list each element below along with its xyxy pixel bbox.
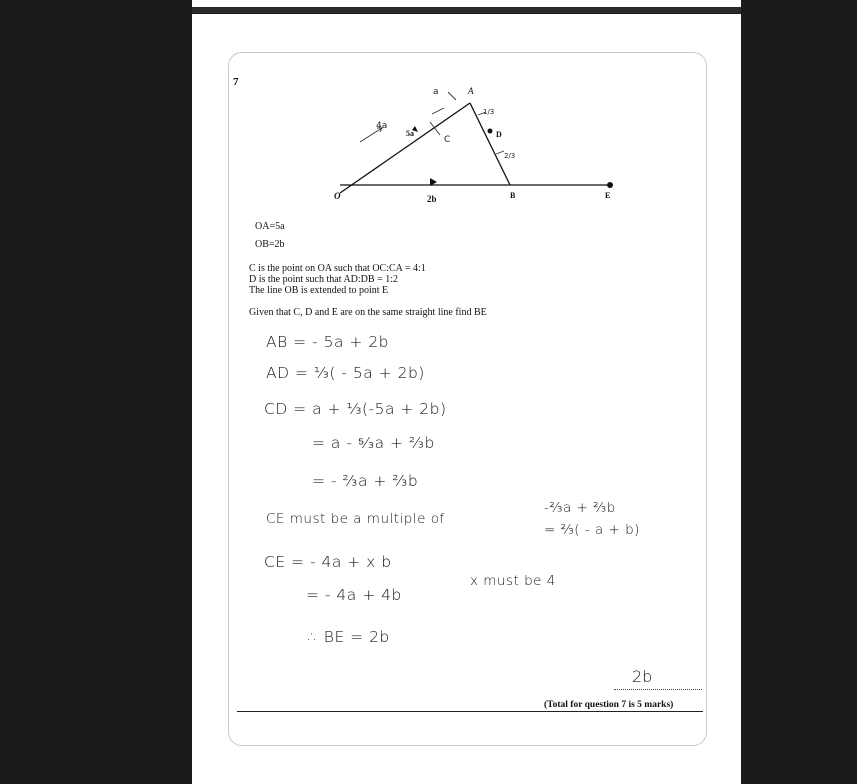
question-prompt: Given that C, D and E are on the same straight line find BE bbox=[249, 307, 487, 318]
working-line-6c: = ⅔( - a + b) bbox=[544, 522, 640, 538]
label-O: O bbox=[334, 191, 341, 201]
label-D: D bbox=[496, 130, 502, 139]
label-two-thirds: 2/3 bbox=[504, 152, 516, 160]
answer-value: 2b bbox=[632, 667, 653, 686]
question-number: 7 bbox=[233, 76, 239, 88]
working-line-8: = - 4a + 4b bbox=[306, 586, 402, 604]
point-d bbox=[488, 129, 493, 134]
working-line-4: = a - ⁵⁄₃a + ⅔b bbox=[312, 434, 435, 452]
label-C: C bbox=[444, 135, 451, 145]
given-d: D is the point such that AD:DB = 1:2 bbox=[249, 274, 398, 285]
page-gap bbox=[192, 7, 741, 13]
label-B: B bbox=[510, 191, 516, 200]
triangle-diagram bbox=[320, 80, 620, 210]
working-line-6: CE must be a multiple of bbox=[266, 511, 445, 527]
given-c: C is the point on OA such that OC:CA = 4:1 bbox=[249, 263, 426, 274]
working-line-5: = - ⅔a + ⅔b bbox=[312, 472, 419, 490]
label-a-top: a bbox=[433, 87, 439, 97]
working-line-3: CD = a + ⅓(-5a + 2b) bbox=[264, 400, 447, 418]
label-A: A bbox=[468, 86, 474, 96]
label-2b: 2b bbox=[427, 194, 437, 204]
given-oa: OA=5a bbox=[255, 221, 285, 232]
working-line-6b: -⅔a + ⅔b bbox=[544, 500, 616, 516]
previous-page-edge bbox=[192, 0, 741, 7]
working-line-2: AD = ⅓( - 5a + 2b) bbox=[266, 364, 425, 382]
working-line-8b: x must be 4 bbox=[470, 573, 556, 589]
working-line-9: ∴ BE = 2b bbox=[308, 628, 390, 646]
given-ob: OB=2b bbox=[255, 239, 285, 250]
working-line-1: AB = - 5a + 2b bbox=[266, 333, 390, 351]
working-line-7: CE = - 4a + x b bbox=[264, 553, 392, 571]
label-one-third: 1/3 bbox=[483, 108, 495, 116]
given-e: The line OB is extended to point E bbox=[249, 285, 389, 296]
label-E: E bbox=[605, 191, 611, 200]
total-marks: (Total for question 7 is 5 marks) bbox=[544, 700, 674, 710]
label-4a: 4a bbox=[376, 121, 388, 131]
answer-line bbox=[614, 689, 702, 690]
label-5a: 5a bbox=[406, 129, 414, 138]
line-oa bbox=[340, 103, 470, 193]
point-e bbox=[607, 182, 613, 188]
question-divider bbox=[237, 711, 703, 712]
